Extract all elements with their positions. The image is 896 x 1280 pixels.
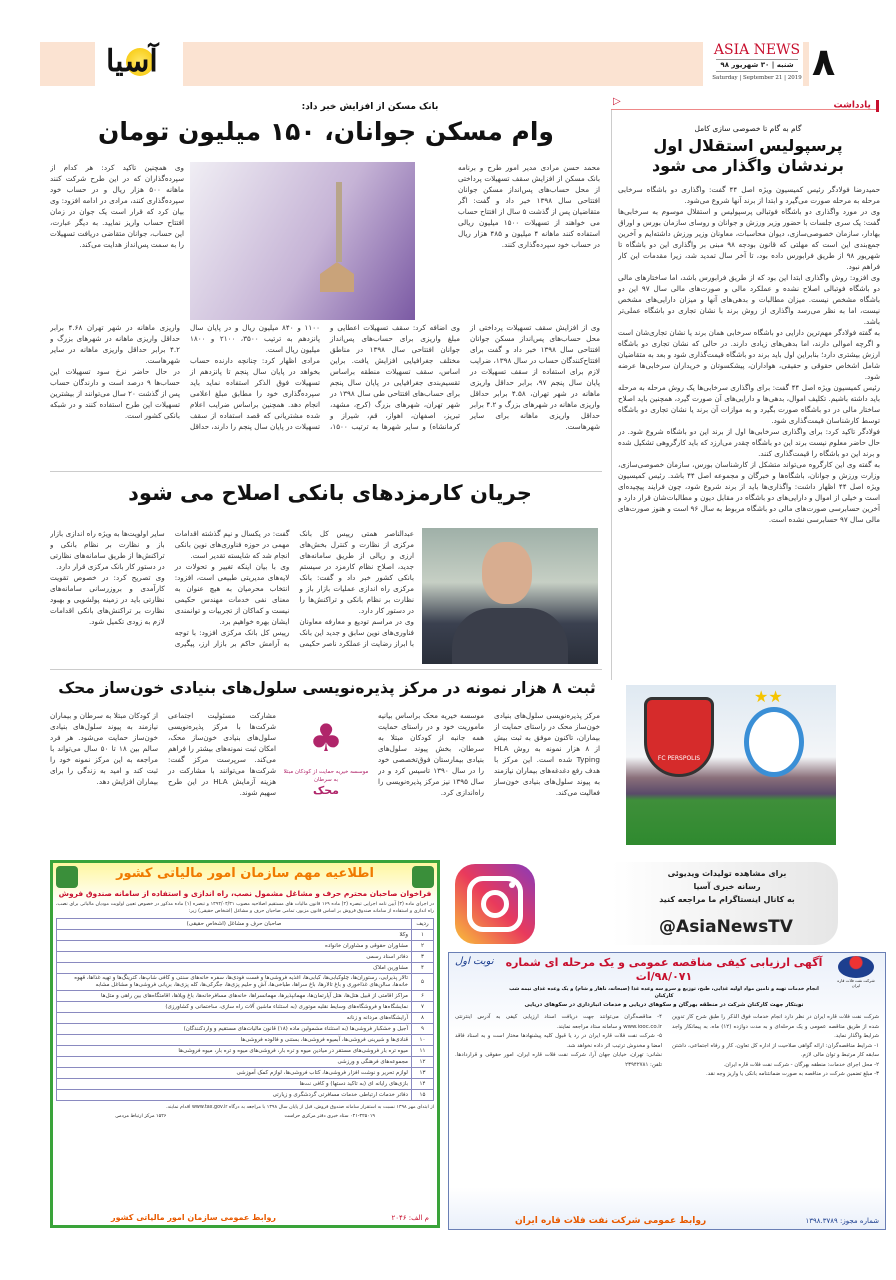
- table-row: [57, 1090, 434, 1101]
- paragraph: ۴- مناقصه‌گران می‌توانند جهت دریافت اسناد ارزیابی کیفی به آدرس اینترنتی www.iooc.co.ir و سامانه ستاد مراجعه نمایند.: [455, 1014, 662, 1030]
- table-row: [57, 1035, 434, 1046]
- tax-org-logo-icon: [412, 866, 434, 888]
- ad-title: آگهی ارزیابی کیفی مناقصه عمومی و یک مرحله ای شماره ۹۸/۰۷۱/ات: [505, 956, 823, 983]
- instagram-handle[interactable]: @AsiaNewsTV: [659, 917, 793, 937]
- table-row: [57, 1046, 434, 1057]
- page-number: ۸: [812, 40, 836, 84]
- table-row: [57, 1079, 434, 1090]
- house-keychain-icon: [320, 262, 354, 292]
- row-number: ۱۵: [412, 1090, 434, 1101]
- ad-subtitle: نوبتکار جهت کارکنان شرکت در منطقه بهرگان و سکوهای دریایی و خدمات انبارداری در سکوهای دریایی: [524, 1002, 804, 1008]
- paragraph: عبدالناصر همتی رییس کل بانک مرکزی از نظارت و کنترل بخش‌های ارزی و ریالی از طریق سامانه‌های جدید، اصلاح نظام کارمزد در سیستم بانکی کشور خبر داد و گفت: بانک مرکزی راه اندازی عملیات بازار باز و نظارت بر نظام بانکی و تراکنش‌ها را در دستور کار دارد.: [299, 529, 414, 615]
- table-row: [57, 1068, 434, 1079]
- key-icon: [336, 182, 342, 262]
- paragraph: وی تصریح کرد: در خصوص تقویت کارآمدی و بروزرسانی سامانه‌های نظارتی باید در زمینه پولشویی و بهبود نظارت بر تراکنش‌های بانکی اقدامات لازم به زودی تکمیل شود.: [50, 573, 165, 626]
- row-number: ۹: [412, 1024, 434, 1035]
- mahak-logo: [282, 708, 370, 828]
- table-row: [57, 1024, 434, 1035]
- paragraph: رئیس کمیسیون ویژه اصل ۴۴ گفت: برای واگذاری سرخابی‌ها یک روش مرحله به مرحله باید داشته باشیم. تکلیف اموال، بدهی‌ها و دارایی‌های آن صورت گیرد، همچنین باید اصلاح ساختار مالی در دو باشگاه صورت بگیرد و به موازات آن برند یا نشان تجاری دو باشگاه توسط کارشناسان قیمت‌گذاری شود.: [618, 383, 880, 425]
- row-number: ۲: [412, 941, 434, 952]
- occupation: آرایشگاه‌های مردانه و زنانه: [57, 1013, 412, 1024]
- table-row: [57, 963, 434, 974]
- row-number: ۶: [412, 991, 434, 1002]
- paragraph: ۲- محل اجرای خدمات: منطقه بهرگان - شرکت نفت فلات قاره ایران.: [723, 1061, 879, 1068]
- ad-code: م الف: ۲۰۴۶: [391, 1213, 429, 1222]
- phone-2: ۱۵۲۶ مرکز ارتباط مردمی: [115, 1114, 167, 1119]
- stars-icon: ★★: [754, 687, 783, 706]
- paragraph: نشانی: تهران، خیابان جهان آرا، شرکت نفت فلات قاره ایران، امور حقوقی و قراردادها. تلفن: ۲۳۹۴۲۷۸۱: [455, 1052, 662, 1068]
- portrait-suit: [452, 608, 568, 664]
- tax-org-logo-icon: [56, 866, 78, 888]
- paragraph: ۱- شرایط مناقصه‌گران: ارائه گواهی صلاحیت از اداره کل تعاون، کار و رفاه اجتماعی، داشتن سابقه کار مرتبط و توان مالی لازم.: [672, 1042, 879, 1058]
- column-body: [618, 184, 880, 678]
- paragraph: وی افزود: روش واگذاری ابتدا این بود که از طریق فرابورس باشد، اما ساختارهای مالی دو باشگاه فوتبالی اصلاح نشده و عملکرد مالی و صورت‌های مالی سال ۹۷ این دو باشگاه مشخص نیست. میزان مطالبات و بدهی‌های آنها و میزان دارایی‌های مشخص نیست، اما به نظر می‌رسد واگذاری از روش برند با نشان تجاری دو باشگاه عملی‌تر باشد.: [618, 273, 880, 326]
- occupation: دفاتر خدمات ارتباطی خدمات مسافرتی گردشگری و زیارتی: [57, 1090, 412, 1101]
- occupation: نمایشگاه‌ها و فروشگاه‌های وسایط نقلیه موتوری (به استثناء ماشین آلات راه سازی، ساختمانی و کشاورزی): [57, 1002, 412, 1013]
- row-number: ۳: [412, 952, 434, 963]
- ad-signature: روابط عمومی سازمان امور مالیاتی کشور: [111, 1213, 277, 1222]
- instagram-icon[interactable]: [455, 864, 535, 944]
- esteghlal-logo-icon: [744, 707, 804, 777]
- paragraph: ۵- شرکت نفت فلات قاره ایران در رد یا قبول کلیه پیشنهادها مختار است و به اسناد فاقد امضا و مخدوش ترتیب اثر داده نخواهد شد.: [455, 1033, 662, 1049]
- paragraph: مرادی اظهار کرد: چنانچه دارنده حساب بخواهد در پایان سال پنجم تا پانزدهم از تسهیلات فوق الذکر استفاده نماید باید سپرده‌گذاری خود را مطابق مبلغ اعلامی انجام دهد. همچنین براساس ضرایب اعلام شده مشتریانی که قصد استفاده از سقف تسهیلات در پایان سال پنجم را دارند، حداقل واریزی ماهانه در شهر تهران ۴.۶۸ برابر حداقل واریزی ماهانه در شهرهای بزرگ و ۴.۲ برابر حداقل واریزی ماهانه در سایر شهرهاست.: [50, 323, 320, 431]
- paragraph: وی از افزایش سقف تسهیلات پرداختی از محل حساب‌های پس‌انداز مسکن جوانان افتتاحی سال ۱۳۹۸ خبر داد و گفت برای افتتاح‌کنندگان حساب در سال ۱۳۹۸، ضرایب لازم برای استفاده از سقف تسهیلات در پایان سال پنجم ۹۷، برابر حداقل واریزی ماهانه در شهر تهران، ۴.۵۸ برابر حداقل واریزی ماهانه در شهرهای بزرگ و ۴.۲ برابر حداقل واریزی ماهانه برای سایر شهرهاست.: [470, 323, 600, 431]
- play-arrow-icon: ▷: [613, 96, 621, 107]
- paragraph: وی با بیان اینکه تغییر و تحولات در لایه‌های مدیریتی طبیعی است، افزود: انتخاب محرمیان به هیچ عنوان به معنای نفی خدمات مهندس حکیمی نیست و کماکان از تجربیات و توانمندی ایشان بهره خواهیم برد.: [174, 562, 290, 626]
- paragraph: در حال حاضر نرخ سود تسهیلات این حساب‌ها ۹ درصد است و دارندگان حساب پس از گذشت ۲۰ سال می‌توانند از بیشترین تسهیلات این طرح استفاده کنند و در شبکه بانکی کشور است.: [50, 367, 180, 420]
- table-row: [57, 1002, 434, 1013]
- instagram-ad[interactable]: [612, 862, 838, 945]
- portrait-face: [482, 542, 532, 604]
- paragraph: موسسه خیریه محک براساس بیانیه ماموریت خود و در راستای حمایت همه جانبه از کودکان مبتلا به سرطان، بخش پیوند سلول‌های بنیادی بیمارستان فوق‌تخصصی خود را در سال ۱۳۹۰ تاسیس کرد و در سال ۱۳۹۵ نیز مرکز پذیره‌نویسی را راه‌اندازی کرد.: [378, 711, 484, 797]
- paragraph: مرکز پذیره‌نویسی سلول‌های بنیادی خون‌ساز محک در راستای حمایت از بیماران، تاکنون موفق به ثبت بیش از ۸ هزار نمونه به روش HLA Typing شده است. این مرکز با هدف رفع دغدغه‌های بیماران نیازمند به پیوند سلول‌های بنیادی خون‌ساز فعالیت می‌کند.: [494, 711, 600, 797]
- occupation: بازی‌های رایانه ای (به تاکید دستها) و کافی نت‌ها: [57, 1079, 412, 1090]
- occupation: تالار پذیرایی، رستوران‌ها، چلوکبابی‌ها، کبابی‌ها، اغذیه فروشی‌ها و فست فودی‌ها، سفره خانه‌های سنتی و کافی شاپ‌ها، کترینگ‌ها و تهیه غذاها، قهوه خانه‌ها، سالن‌های غذاخوری و باغ تالارها، باغ سراها، طباخی‌ها، آش و حلیم پزی‌ها، جگرکی‌ها، کله پزی‌ها، بریانی فروشی‌ها و مشاغل مشابه: [57, 974, 412, 991]
- paragraph: به گفته فولادگر مهم‌ترین دارایی دو باشگاه سرخابی همان برند یا نشان تجاری‌شان است و اگرچه اموالی دارند، اما بدهی‌های زیادی دارند. در حالی که نشان تجاری دو باشگاه ارزش بیشتری دارد؛ بنابراین اول باید برند دو باشگاه قیمت‌گذاری شود و بعد به متقاضیان شامل اشخاص حقوقی و حقیقی، هواداران، پیشکسوتان و خریداران سرخابی‌ها عرضه شود.: [618, 328, 880, 381]
- paragraph: وی اضافه کرد: سقف تسهیلات اعطایی و مبلغ واریزی برای حساب‌های پس‌انداز جوانان افتتاحی سال ۱۳۹۸ در مناطق مختلف جغرافیایی افزایش یافت. براین اساس، سقف تسهیلات منطقه براساس تقسیم‌بندی جغرافیایی در پایان سال پنجم برای حساب‌های افتتاحی طی سال ۱۳۹۸ در شهر تهران، شهرهای بزرگ (کرج، مشهد، تبریز، اصفهان، اهواز، قم، شیراز و کرمانشاه) و سایر شهرها به ترتیب ۱۵۰۰، ۱۱۰۰ و ۸۴۰ میلیون ریال و در پایان سال پانزدهم به ترتیب ۳۵۰۰، ۲۱۰۰ و ۱۸۰۰ میلیون ریال است.: [190, 323, 460, 431]
- occupation: مشاورین املاک: [57, 963, 412, 974]
- column-title: پرسپولیس استقلال اول برندشان واگذار می شود: [651, 136, 845, 175]
- phone: ۰۲۱-۴۲۵۰۱۹ ستاد خبری دفتر مرکزی حراست: [284, 1114, 375, 1119]
- housing-kicker: بانک مسکن از افزایش خبر داد:: [301, 102, 439, 112]
- row-number: ۱۱: [412, 1046, 434, 1057]
- ad-body: [455, 1013, 879, 1213]
- row-number: ۱۴: [412, 1079, 434, 1090]
- table-row: [57, 974, 434, 991]
- occupations-table: [56, 918, 434, 1101]
- tax-ad: [50, 860, 440, 1228]
- row-number: ۱: [412, 930, 434, 941]
- table-row: [57, 1013, 434, 1024]
- occupation: قنادی‌ها و شیرینی فروشی‌ها، آبمیوه فروشی‌ها، بستنی و فالوده فروشی‌ها: [57, 1035, 412, 1046]
- house-key-photo: [190, 162, 415, 320]
- persepolis-logo-icon: FC PERSPOLIS: [644, 697, 714, 777]
- header-band-right: [803, 42, 809, 86]
- table-header: صاحبان حرف و مشاغل (اشخاص حقیقی): [57, 919, 412, 930]
- brand-name: ASIA NEWS: [713, 42, 801, 58]
- occupation: آجیل و خشکبار فروشی‌ها (به استثناء مشمولین ماده (۱۸) قانون مالیات‌های مستقیم و واردکنندگان): [57, 1024, 412, 1035]
- fees-body: [50, 528, 414, 666]
- masthead-box: [712, 42, 802, 86]
- header-band-left: [40, 42, 95, 86]
- ad-line: برای مشاهده تولیدات ویدیوئی: [667, 869, 787, 878]
- mahak-body-left: [50, 710, 276, 850]
- ad-subtitle: انجام خدمات تهیه و تامین مواد اولیه غذایی، طبخ، توزیع و سرو سه وعده غذا (صبحانه، ناهار و شام) و یک وعده غذای نیمه شب کارکنان: [509, 986, 819, 999]
- row-number: ۷: [412, 1002, 434, 1013]
- divider: [50, 669, 602, 670]
- table-header: ردیف: [412, 919, 434, 930]
- paragraph: مشارکت مسئولیت اجتماعی شرکت‌ها با مرکز پذیره‌نویسی سلول‌های بنیادی خون‌ساز محک، امکان ثبت نمونه‌های بیشتر را فراهم می‌کند. سرپرست مرکز گفت: شرکت‌ها می‌توانند با مشارکت در هزینه آزمایش HLA در این طرح سهیم شوند.: [168, 711, 276, 797]
- football-photo: [626, 685, 836, 845]
- ad-line: رسانه خبری آسیا: [693, 882, 761, 891]
- paragraph: وی همچنین تاکید کرد: هر کدام از سپرده‌گذاران که در این طرح شرکت کنند ماهانه ۵۰۰ هزار ریال و در حساب خود سپرده‌گذاری کنند، مرادی در ادامه افزود: وی بیان کرد که قرار است یک جوان در زمان افتتاح حساب واریز نمایید. به دیگر عبارت، این حساب، جوانان متقاضی دریافت تسهیلات را به سمت پس‌انداز هدایت می‌کند.: [50, 163, 184, 249]
- table-row: [57, 991, 434, 1002]
- mahak-logo-name: محک: [312, 784, 339, 797]
- row-number: ۸: [412, 1013, 434, 1024]
- ad-line: به کانال اینستاگرام ما مراجعه کنید: [659, 895, 795, 904]
- section-header: [611, 95, 879, 110]
- table-row: [57, 952, 434, 963]
- occupation: مراکز اقامتی از قبیل هتل‌ها، هتل آپارتمان‌ها، مهمانپذیرها، مهمانسراها، خانه‌های مسافرخانه‌ها، باغ ویلاها، اقامتگاه‌های بین راهی و متل‌ها: [57, 991, 412, 1002]
- ad-footer-text: از ابتدای مهر ۱۳۹۸ نسبت به استقرار سامانه صندوق فروش، قبل از پایان سال ۱۳۹۸ با مراجعه به درگاه www.tax.gov.ir اقدام نمایند.: [166, 1105, 434, 1110]
- ad-signature: روابط عمومی شرکت نفت فلات قاره ایران: [515, 1216, 707, 1226]
- company-name: شرکت نفت فلات قاره ایران: [837, 978, 875, 988]
- insertion-badge: نوبت اول: [455, 956, 494, 967]
- table-row: [57, 930, 434, 941]
- paragraph: از کودکان مبتلا به سرطان و بیماران نیازمند به پیوند سلول‌های بنیادی خون‌ساز حمایت می‌شود. هر فرد سالم بین ۱۸ تا ۵۰ سال می‌تواند با مراجعه به این مرکز نمونه خود را ثبت کند و امید به زندگی را برای بیماران افزایش دهد.: [50, 711, 158, 786]
- paragraph: به گفته وی این کارگروه می‌تواند متشکل از کارشناسان بورس، سازمان خصوصی‌سازی، وزارت ورزش و جوانان، باشگاه‌ها و خبرگان و مجموعه اصل ۴۴ باشد. رئیس کمیسیون ویژه اصل ۴۴ اظهار داشت: واگذاری‌ها باید از برند شروع شود، چون فرایند پیچیده‌ای است و خیلی از اموال و دارایی‌های دو باشگاه در مقابل دیون و مطالبات‌شان قرار دارد و آخرین حسابرسی صورت‌های مالی دو باشگاه مربوط به سال ۹۶ است و هنوز صورت‌های مالی سال ۹۷ حسابرسی نشده است.: [618, 460, 880, 524]
- mahak-title: ثبت ۸ هزار نمونه در مرکز پذیره‌نویسی سلول‌های بنیادی خون‌ساز محک: [58, 679, 596, 697]
- housing-body-lower: [50, 322, 600, 466]
- row-number: ۱۲: [412, 1057, 434, 1068]
- section-label: یادداشت: [833, 100, 871, 111]
- date-en: Saturday | September 21 | 2019: [712, 75, 802, 81]
- row-number: ۱۰: [412, 1035, 434, 1046]
- occupation: وکلا: [57, 930, 412, 941]
- paragraph: وی در مورد واگذاری دو باشگاه فوتبالی پرسپولیس و استقلال موسوم به سرخابی‌ها گفت: یک سری جلسات با حضور وزیر ورزش و جوانان و روسای سازمان بورس و اوراق بهادار، سازمان خصوصی‌سازی، دیوان محاسبات، معاونان وزیر ورزش داشته‌ایم و آخرین جمع‌بندی این است که مهلتی که قانون بودجه ۹۸ مبنی بر واگذاری این دو باشگاه تا شهریور ۹۸ از طریق فرابورس داده بود، تا آخر سال تمدید شد، زیرا مقدمات این کار فراهم نبود.: [618, 207, 880, 271]
- table-row: [57, 1057, 434, 1068]
- occupation: مجموعه‌های فرهنگی و ورزشی: [57, 1057, 412, 1068]
- permit-number: شماره مجوز: ۱۳۹۸.۳۷۸۹: [805, 1217, 879, 1225]
- occupation: مشاوران حقوقی و مشاوران خانواده: [57, 941, 412, 952]
- paragraph: حمیدرضا فولادگر رئیس کمیسیون ویژه اصل ۴۴ گفت: واگذاری دو باشگاه سرخابی مرحله به مرحله صورت می‌گیرد و ابتدا از برند آنها شروع می‌شود.: [618, 185, 880, 205]
- column-kicker: گام به گام تا خصوصی سازی کامل: [694, 124, 802, 133]
- paragraph: وی در مراسم تودیع و معارفه معاونان فناوری‌های نوین سابق و جدید این بانک با ابراز رضایت از عملکرد ناصر حکیمی گفت: در یکسال و نیم گذشته اقدامات مهمی در حوزه فناوری‌های نوین بانکی انجام شد که شایسته تقدیر است.: [174, 529, 414, 648]
- header-band: [183, 42, 703, 86]
- occupation: میوه تره بار فروشی‌های مستقر در میادین میوه و تره بار، فروشی‌های میوه و تره بار، میوه فروشی‌ها: [57, 1046, 412, 1057]
- row-number: ۴: [412, 963, 434, 974]
- row-number: ۱۳: [412, 1068, 434, 1079]
- hemmati-photo: [422, 528, 598, 664]
- logo-text: آسیا: [106, 44, 158, 79]
- mahak-children-icon: ♣: [308, 716, 344, 760]
- occupation: لوازم تحریر و نوشت افزار فروشی‌ها، کتاب فروشی‌ها، لوازم کمک آموزشی: [57, 1068, 412, 1079]
- housing-title: وام مسکن جوانان، ۱۵۰ میلیون تومان: [98, 117, 554, 146]
- ad-title: اطلاعیه مهم سازمان امور مالیاتی کشور: [116, 866, 374, 881]
- paragraph: رییس کل بانک مرکزی افزود: با توجه به آرامش حاکم بر بازار ارز، پیگیری سایر اولویت‌ها به ویژه راه اندازی بازار باز و نظارت بر نظام بانکی و تراکنش‌ها از طریق سامانه‌های نظارتی در دستور کار بانک مرکزی قرار دارد.: [50, 529, 290, 648]
- mahak-body-right: [378, 710, 600, 850]
- logo: [96, 42, 181, 86]
- table-row: [57, 941, 434, 952]
- row-number: ۵: [412, 974, 434, 991]
- fees-title: جریان کارمزدهای بانکی اصلاح می شود: [128, 481, 532, 505]
- nioc-logo-icon: [838, 956, 874, 978]
- paragraph: محمد حسن مرادی مدیر امور طرح و برنامه بانک مسکن از افزایش سقف تسهیلات پرداختی از محل حساب‌های پس‌انداز مسکن جوانان افتتاحی سال ۱۳۹۸ خبر داد و گفت: اگر متقاضیان پس از گذشت ۵ سال از افتتاح حساب می خواهند از تسهیلات ۱۵۰۰ میلیون ریالی استفاده کنند ماهانه ۴ میلیون و ۴۸۵ هزار ریال در حساب خود سپرده‌گذاری کنند.: [458, 163, 600, 249]
- paragraph: فولادگر تاکید کرد: برای واگذاری سرخابی‌ها اول از برند این دو باشگاه شروع شود. در حال حاضر معلوم نیست برند این دو باشگاه چقدر می‌ارزد که باید کارگروهی تشکیل شده و برند این دو باشگاه را قیمت‌گذاری کنند.: [618, 427, 880, 458]
- paragraph: ۳- مبلغ تضمین شرکت در مناقصه به صورت ضمانتنامه بانکی یا واریز وجه نقد.: [706, 1071, 879, 1077]
- mahak-logo-text: موسسه خیریه حمایت از کودکان مبتلا به سرطان: [283, 769, 369, 783]
- paragraph: شرکت نفت فلات قاره ایران در نظر دارد انجام خدمات فوق الذکر را طبق شرح کار تدوین شده از طریق مناقصه عمومی و یک مرحله‌ای و به مدت دوازده (۱۲) ماه، به پیمانکار واجد شرایط واگذار نماید.: [672, 1014, 879, 1039]
- ad-intro: در اجرای ماده (۴) آیین نامه اجرایی تبصره (۲) ماده ۱۶۹ قانون مالیات های مستقیم اصلاحیه مصوب ۱۳۹۴/۰۴/۳۱ و تبصره (۱) ماده مذکور در خصوص تعیین اولویت مودیان مالیاتی برای نصب، راه اندازی و استفاده از سامانه صندوق فروش بر اساس قانون مزبور، تمامی صاحبان حرف و مشاغل (اشخاص حقیقی) زیر:: [56, 902, 434, 914]
- date-fa: شنبه | ۳۰ شهریور ۹۸: [716, 59, 798, 72]
- housing-body-right: [458, 162, 600, 320]
- ad-subtitle: فراخوان صاحبان محترم حرف و مشاغل مشمول نصب، راه اندازی و استفاده از سامانه صندوق فروش: [58, 889, 432, 898]
- section-marker: [876, 100, 879, 112]
- housing-body-left: [50, 162, 184, 320]
- divider: [50, 471, 602, 472]
- oil-tender-ad: [448, 952, 886, 1230]
- occupation: دفاتر اسناد رسمی: [57, 952, 412, 963]
- column-border: [611, 110, 612, 680]
